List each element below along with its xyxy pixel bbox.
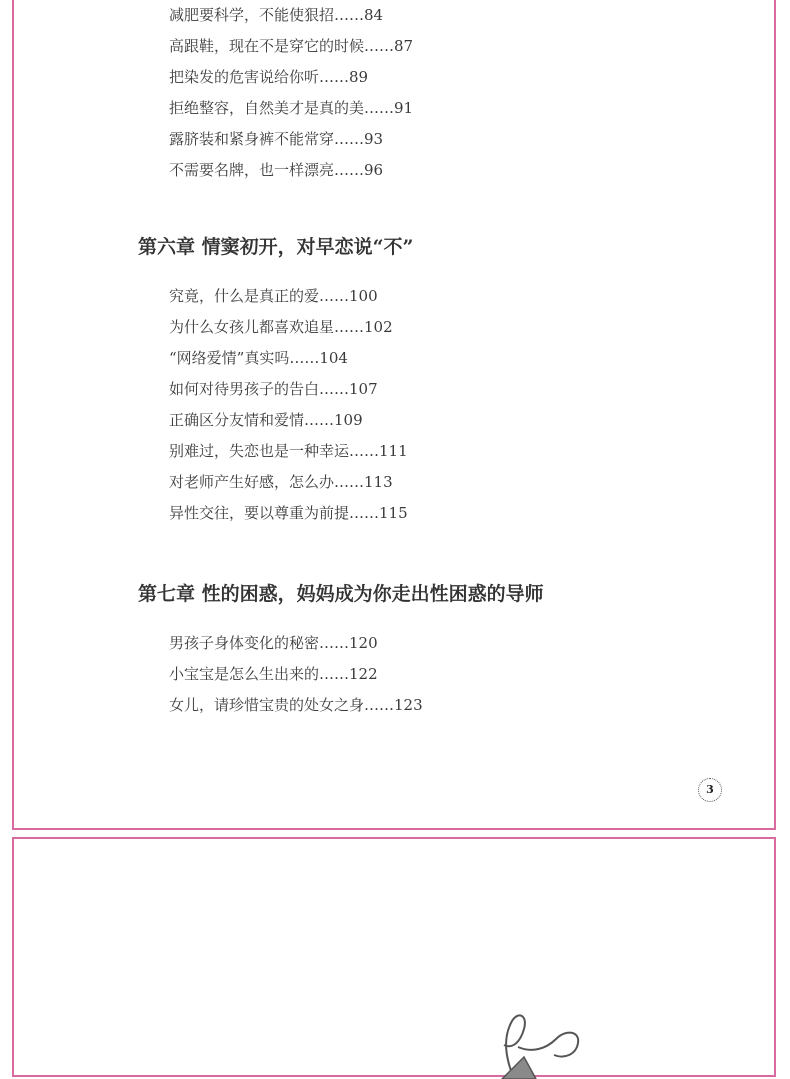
ribbon-bow-icon: [484, 1009, 594, 1079]
page-number: 3: [698, 778, 722, 802]
chapter6-title: 第六章 情窦初开，对早恋说“不”: [138, 236, 414, 258]
toc-entry: 女儿，请珍惜宝贵的处女之身……123: [169, 696, 423, 714]
toc-entry: 拒绝整容，自然美才是真的美……91: [169, 99, 414, 117]
toc-entry: 小宝宝是怎么生出来的……122: [169, 665, 378, 683]
toc-entry: 异性交往，要以尊重为前提……115: [169, 504, 408, 522]
toc-entry: 露脐装和紧身裤不能常穿……93: [169, 130, 384, 148]
toc-entry: 男孩子身体变化的秘密……120: [169, 634, 378, 652]
toc-entry: 把染发的危害说给你听……89: [169, 68, 369, 86]
chapter6-entry-list: [169, 281, 408, 529]
toc-entry: 如何对待男孩子的告白……107: [169, 380, 378, 398]
toc-page: [12, 0, 776, 830]
toc-entry: 对老师产生好感，怎么办……113: [169, 473, 393, 491]
chapter7-entry-list: [169, 628, 423, 721]
toc-entry: 正确区分友情和爱情……109: [169, 411, 363, 429]
toc-entry: 究竟，什么是真正的爱……100: [169, 287, 378, 305]
toc-entry: 为什么女孩儿都喜欢追星……102: [169, 318, 393, 336]
toc-entry: 高跟鞋，现在不是穿它的时候……87: [169, 37, 414, 55]
toc-entry: “网络爱情”真实吗……104: [169, 349, 348, 367]
toc-entry: 不需要名牌，也一样漂亮……96: [169, 161, 384, 179]
toc-entry: 别难过，失恋也是一种幸运……111: [169, 442, 408, 460]
toc-entry: 减肥要科学，不能使狠招……84: [169, 6, 384, 24]
next-page: [12, 837, 776, 1077]
chapter5-entry-list: [169, 0, 413, 186]
chapter7-title: 第七章 性的困惑，妈妈成为你走出性困惑的导师: [138, 583, 544, 605]
